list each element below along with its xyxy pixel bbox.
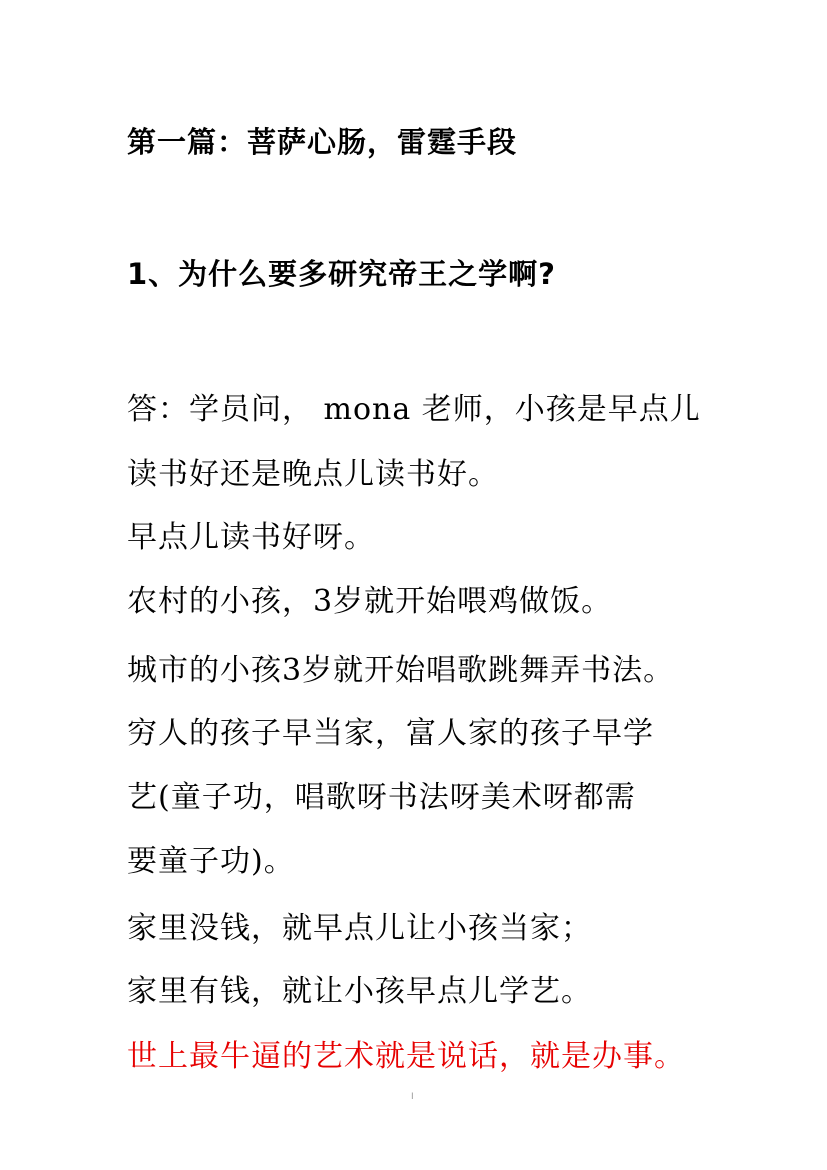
highlight-line: 世上最牛逼的艺术就是说话，就是办事。 [127,1039,685,1074]
paragraph-line: 农村的小孩，3岁就开始喂鸡做饭。 [127,584,613,619]
paragraph-line: 答：学员问， mona 老师，小孩是早点儿 [127,392,701,427]
paragraph-line: 家里没钱，就早点儿让小孩当家； [127,911,592,946]
section-title: 1、为什么要多研究帝王之学啊? [127,257,557,291]
paragraph-line: 城市的小孩3岁就开始唱歌跳舞弄书法。 [127,653,675,688]
chapter-title: 第一篇：菩萨心肠，雷霆手段 [127,125,518,159]
paragraph-line: 早点儿读书好呀。 [127,520,375,555]
paragraph-line: 穷人的孩子早当家，富人家的孩子早学 [127,716,654,751]
paragraph-line: 要童子功)。 [127,844,295,879]
paragraph-line: 家里有钱，就让小孩早点儿学艺。 [127,974,592,1009]
page-number-mark: I [411,1092,414,1102]
paragraph-line: 艺(童子功，唱歌呀书法呀美术呀都需 [127,780,636,815]
paragraph-line: 读书好还是晚点儿读书好。 [127,457,499,492]
